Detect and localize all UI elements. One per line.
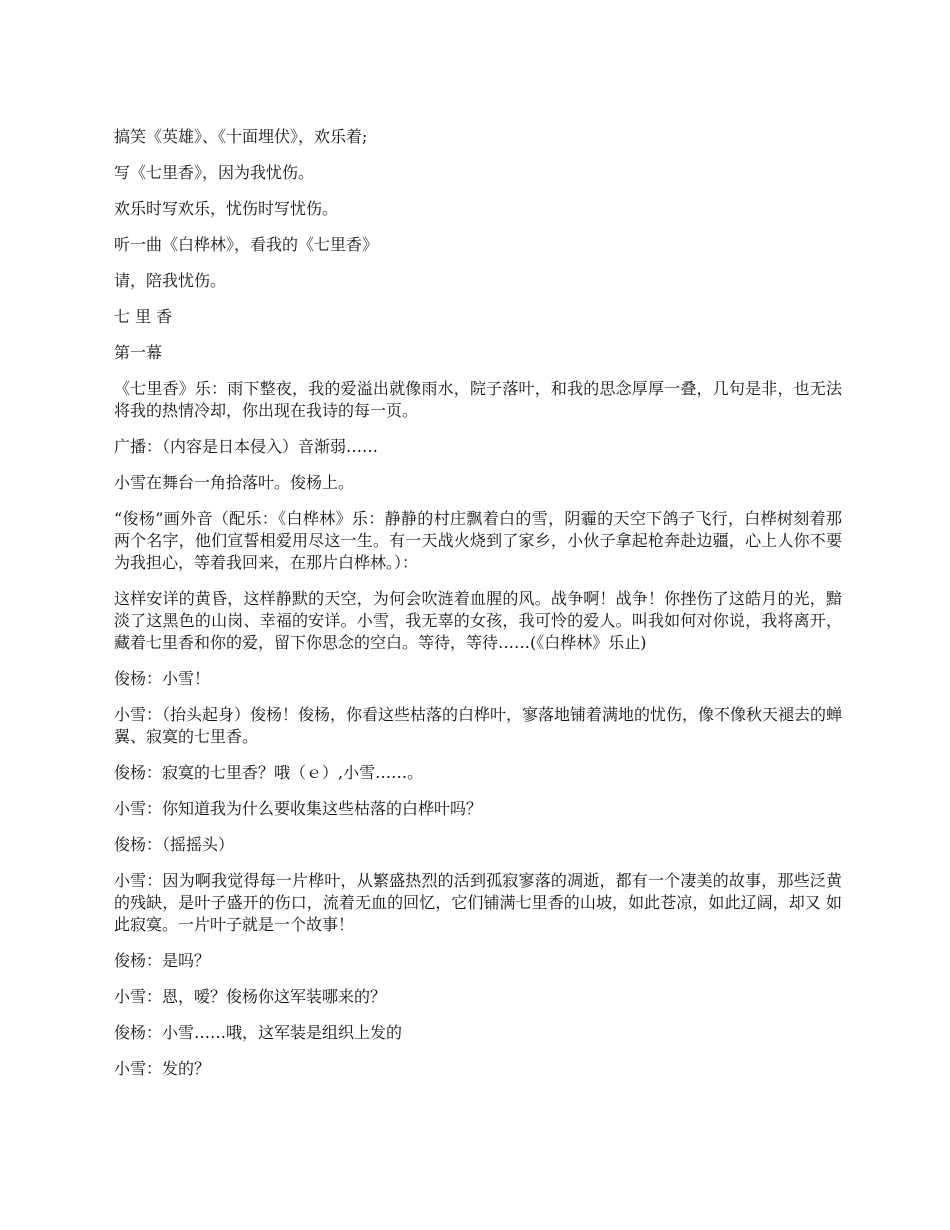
dialogue-line: 小雪：恩，嗳？俊杨你这军装哪来的？ <box>114 987 387 1006</box>
dialogue-line: 小雪：发的？ <box>114 1059 211 1078</box>
section-title: 七 里 香 <box>114 307 173 326</box>
paragraph: 听一曲《白桦林》，看我的《七里香》 <box>114 235 379 254</box>
paragraph: 欢乐时写欢乐，忧伤时写忧伤。 <box>114 199 339 218</box>
paragraph: 《七里香》乐：雨下整夜，我的爱溢出就像雨水，院子落叶，和我的思念厚厚一叠，几句是非，也无法将我的热情冷却，你出现在我诗的每一页。 <box>114 379 842 420</box>
dialogue-line: 小雪：你知道我为什么要收集这些枯落的白桦叶吗？ <box>114 799 483 818</box>
paragraph: 搞笑《英雄》、《十面埋伏》，欢乐着; <box>114 127 368 146</box>
dialogue-line: 俊杨：是吗？ <box>114 951 211 970</box>
dialogue-line: 俊杨：小雪……哦，这军装是组织上发的 <box>114 1023 403 1042</box>
document-body <box>114 126 842 1094</box>
paragraph: 写《七里香》，因为我忧伤。 <box>114 163 315 182</box>
dialogue-line: 俊杨：寂寞的七里香？哦（ｅ）,小雪……。 <box>114 763 424 782</box>
dialogue-line: 小雪：因为啊我觉得每一片桦叶，从繁盛热烈的活到孤寂寥落的凋逝，都有一个凄美的故事，那些泛黄的残缺，是叶子盛开的伤口，流着无血的回忆，它们铺满七里香的山坡，如此苍凉，如此辽阔，却又 如此寂寞。一片叶子就是一个故事！ <box>114 871 842 934</box>
act-heading: 第一幕 <box>114 343 163 362</box>
paragraph: 广播：（内容是日本侵入）音渐弱…… <box>114 437 379 456</box>
paragraph: 这样安详的黄昏，这样静默的天空，为何会吹涟着血腥的风。战争啊！战争！你挫伤了这皓月的光，黯淡了这黑色的山岗、幸福的安详。小雪，我无辜的女孩，我可怜的爱人。叫我如何对你说，我将离开，藏着七里香和你的爱，留下你思念的空白。等待，等待……(《白桦林》乐止) <box>114 589 842 652</box>
paragraph: “俊杨”画外音（配乐：《白桦林》乐：静静的村庄飘着白的雪，阴霾的天空下鸽子飞行，白桦树刻着那两个名字，他们宣誓相爱用尽这一生。有一天战火烧到了家乡，小伙子拿起枪奔赴边疆，心上人你不要为我担心，等着我回来，在那片白桦林。）： <box>114 509 842 572</box>
paragraph: 请，陪我忧伤。 <box>114 271 227 290</box>
dialogue-line: 俊杨：小雪！ <box>114 669 211 688</box>
dialogue-line: 俊杨：（摇摇头） <box>114 835 235 854</box>
paragraph: 小雪在舞台一角拾落叶。俊杨上。 <box>114 473 355 492</box>
dialogue-line: 小雪：（抬头起身）俊杨！俊杨，你看这些枯落的白桦叶，寥落地铺着满地的忧伤，像不像秋天褪去的蝉翼、寂寞的七里香。 <box>114 705 843 746</box>
